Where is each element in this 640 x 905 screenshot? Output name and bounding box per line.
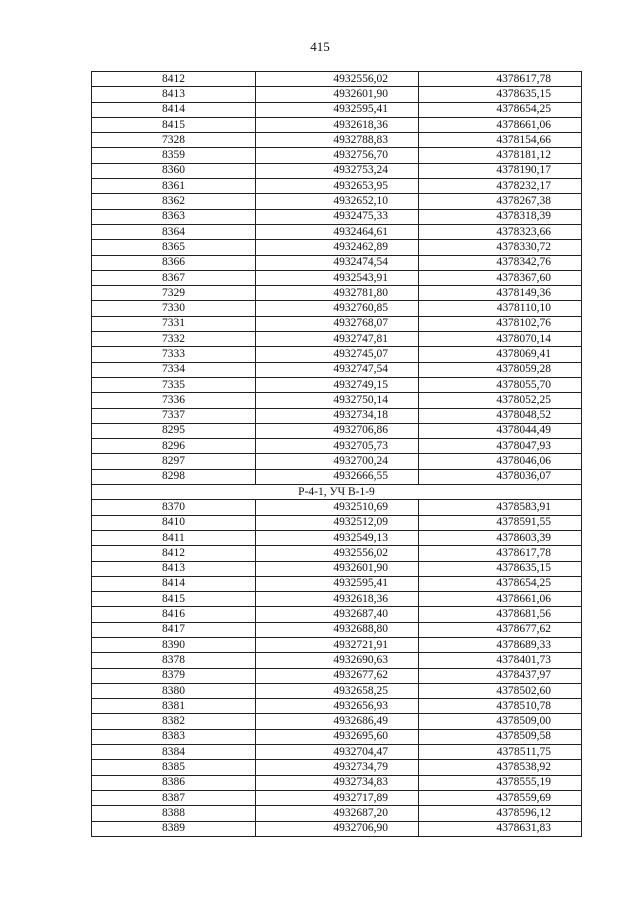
table-section — [92, 485, 582, 500]
y-coordinate-cell: 4378596,12 — [419, 806, 582, 821]
x-coordinate-cell: 4932510,69 — [256, 500, 419, 515]
x-coordinate-cell: 4932556,02 — [256, 546, 419, 561]
point-number-cell: 7331 — [92, 316, 256, 331]
table-row — [92, 362, 582, 377]
y-coordinate-cell: 4378437,97 — [419, 668, 582, 683]
table-row — [92, 607, 582, 622]
point-number-cell: 8415 — [92, 117, 256, 132]
y-coordinate-cell: 4378069,41 — [419, 347, 582, 362]
y-coordinate-cell: 4378509,58 — [419, 729, 582, 744]
point-number-cell: 8414 — [92, 102, 256, 117]
table-row — [92, 194, 582, 209]
point-number-cell: 8295 — [92, 423, 256, 438]
x-coordinate-cell: 4932549,13 — [256, 530, 419, 545]
x-coordinate-cell: 4932704,47 — [256, 745, 419, 760]
y-coordinate-cell: 4378190,17 — [419, 163, 582, 178]
table-row — [92, 133, 582, 148]
point-number-cell: 8385 — [92, 760, 256, 775]
point-number-cell: 8378 — [92, 653, 256, 668]
x-coordinate-cell: 4932756,70 — [256, 148, 419, 163]
x-coordinate-cell: 4932690,63 — [256, 653, 419, 668]
point-number-cell: 8410 — [92, 515, 256, 530]
table-row — [92, 87, 582, 102]
y-coordinate-cell: 4378059,28 — [419, 362, 582, 377]
y-coordinate-cell: 4378603,39 — [419, 530, 582, 545]
table-row — [92, 301, 582, 316]
x-coordinate-cell: 4932747,54 — [256, 362, 419, 377]
y-coordinate-cell: 4378342,76 — [419, 255, 582, 270]
point-number-cell: 8412 — [92, 72, 256, 87]
table-row — [92, 683, 582, 698]
table-row — [92, 500, 582, 515]
x-coordinate-cell: 4932666,55 — [256, 469, 419, 484]
point-number-cell: 7330 — [92, 301, 256, 316]
point-number-cell: 8381 — [92, 699, 256, 714]
point-number-cell: 8412 — [92, 546, 256, 561]
table-row — [92, 530, 582, 545]
y-coordinate-cell: 4378617,78 — [419, 546, 582, 561]
point-number-cell: 8414 — [92, 576, 256, 591]
point-number-cell: 8413 — [92, 87, 256, 102]
table-row — [92, 270, 582, 285]
y-coordinate-cell: 4378559,69 — [419, 790, 582, 805]
point-number-cell: 8415 — [92, 592, 256, 607]
x-coordinate-cell: 4932618,36 — [256, 592, 419, 607]
x-coordinate-cell: 4932653,95 — [256, 179, 419, 194]
x-coordinate-cell: 4932618,36 — [256, 117, 419, 132]
page-number: 415 — [310, 39, 330, 54]
point-number-cell: 8390 — [92, 637, 256, 652]
point-number-cell: 8297 — [92, 454, 256, 469]
point-number-cell: 7333 — [92, 347, 256, 362]
point-number-cell: 8380 — [92, 683, 256, 698]
x-coordinate-cell: 4932788,83 — [256, 133, 419, 148]
x-coordinate-cell: 4932474,54 — [256, 255, 419, 270]
point-number-cell: 8384 — [92, 745, 256, 760]
y-coordinate-cell: 4378401,73 — [419, 653, 582, 668]
table-row — [92, 163, 582, 178]
y-coordinate-cell: 4378510,78 — [419, 699, 582, 714]
x-coordinate-cell: 4932462,89 — [256, 240, 419, 255]
y-coordinate-cell: 4378055,70 — [419, 377, 582, 392]
table-row — [92, 653, 582, 668]
point-number-cell: 7335 — [92, 377, 256, 392]
point-number-cell: 8416 — [92, 607, 256, 622]
x-coordinate-cell: 4932705,73 — [256, 439, 419, 454]
y-coordinate-cell: 4378102,76 — [419, 316, 582, 331]
x-coordinate-cell: 4932781,80 — [256, 286, 419, 301]
section-row — [92, 485, 582, 500]
x-coordinate-cell: 4932475,33 — [256, 209, 419, 224]
point-number-cell: 8389 — [92, 821, 256, 836]
point-number-cell: 8413 — [92, 561, 256, 576]
y-coordinate-cell: 4378617,78 — [419, 72, 582, 87]
table-row — [92, 255, 582, 270]
table-row — [92, 790, 582, 805]
point-number-cell: 8366 — [92, 255, 256, 270]
x-coordinate-cell: 4932734,18 — [256, 408, 419, 423]
point-number-cell: 8364 — [92, 224, 256, 239]
x-coordinate-cell: 4932658,25 — [256, 683, 419, 698]
table-row — [92, 576, 582, 591]
y-coordinate-cell: 4378583,91 — [419, 500, 582, 515]
x-coordinate-cell: 4932753,24 — [256, 163, 419, 178]
x-coordinate-cell: 4932601,90 — [256, 561, 419, 576]
table-body-bottom — [92, 500, 582, 837]
x-coordinate-cell: 4932656,93 — [256, 699, 419, 714]
x-coordinate-cell: 4932556,02 — [256, 72, 419, 87]
coordinates-table — [91, 71, 582, 837]
table-row — [92, 377, 582, 392]
x-coordinate-cell: 4932601,90 — [256, 87, 419, 102]
point-number-cell: 8379 — [92, 668, 256, 683]
y-coordinate-cell: 4378048,52 — [419, 408, 582, 423]
x-coordinate-cell: 4932768,07 — [256, 316, 419, 331]
y-coordinate-cell: 4378689,33 — [419, 637, 582, 652]
y-coordinate-cell: 4378661,06 — [419, 592, 582, 607]
y-coordinate-cell: 4378635,15 — [419, 87, 582, 102]
table-row — [92, 714, 582, 729]
table-row — [92, 117, 582, 132]
x-coordinate-cell: 4932543,91 — [256, 270, 419, 285]
x-coordinate-cell: 4932464,61 — [256, 224, 419, 239]
point-number-cell: 8387 — [92, 790, 256, 805]
table-row — [92, 179, 582, 194]
x-coordinate-cell: 4932750,14 — [256, 393, 419, 408]
point-number-cell: 7337 — [92, 408, 256, 423]
table-row — [92, 806, 582, 821]
y-coordinate-cell: 4378330,72 — [419, 240, 582, 255]
table-row — [92, 316, 582, 331]
table-row — [92, 347, 582, 362]
x-coordinate-cell: 4932747,81 — [256, 332, 419, 347]
x-coordinate-cell: 4932721,91 — [256, 637, 419, 652]
point-number-cell: 7334 — [92, 362, 256, 377]
point-number-cell: 8365 — [92, 240, 256, 255]
x-coordinate-cell: 4932512,09 — [256, 515, 419, 530]
table-row — [92, 637, 582, 652]
point-number-cell: 8362 — [92, 194, 256, 209]
x-coordinate-cell: 4932652,10 — [256, 194, 419, 209]
x-coordinate-cell: 4932700,24 — [256, 454, 419, 469]
point-number-cell: 8367 — [92, 270, 256, 285]
y-coordinate-cell: 4378511,75 — [419, 745, 582, 760]
table-row — [92, 148, 582, 163]
point-number-cell: 8411 — [92, 530, 256, 545]
table-row — [92, 469, 582, 484]
table-row — [92, 546, 582, 561]
table-row — [92, 224, 582, 239]
y-coordinate-cell: 4378654,25 — [419, 576, 582, 591]
y-coordinate-cell: 4378555,19 — [419, 775, 582, 790]
y-coordinate-cell: 4378661,06 — [419, 117, 582, 132]
y-coordinate-cell: 4378181,12 — [419, 148, 582, 163]
table-row — [92, 515, 582, 530]
x-coordinate-cell: 4932687,40 — [256, 607, 419, 622]
point-number-cell: 8298 — [92, 469, 256, 484]
x-coordinate-cell: 4932706,90 — [256, 821, 419, 836]
point-number-cell: 7336 — [92, 393, 256, 408]
x-coordinate-cell: 4932595,41 — [256, 576, 419, 591]
point-number-cell: 8383 — [92, 729, 256, 744]
point-number-cell: 7332 — [92, 332, 256, 347]
point-number-cell: 7328 — [92, 133, 256, 148]
y-coordinate-cell: 4378367,60 — [419, 270, 582, 285]
point-number-cell: 8386 — [92, 775, 256, 790]
y-coordinate-cell: 4378635,15 — [419, 561, 582, 576]
table-body-top — [92, 72, 582, 485]
y-coordinate-cell: 4378154,66 — [419, 133, 582, 148]
point-number-cell: 8361 — [92, 179, 256, 194]
y-coordinate-cell: 4378631,83 — [419, 821, 582, 836]
point-number-cell: 8363 — [92, 209, 256, 224]
y-coordinate-cell: 4378654,25 — [419, 102, 582, 117]
x-coordinate-cell: 4932749,15 — [256, 377, 419, 392]
y-coordinate-cell: 4378538,92 — [419, 760, 582, 775]
y-coordinate-cell: 4378044,49 — [419, 423, 582, 438]
x-coordinate-cell: 4932745,07 — [256, 347, 419, 362]
table-row — [92, 622, 582, 637]
table-row — [92, 393, 582, 408]
point-number-cell: 8382 — [92, 714, 256, 729]
x-coordinate-cell: 4932687,20 — [256, 806, 419, 821]
y-coordinate-cell: 4378036,07 — [419, 469, 582, 484]
point-number-cell: 8370 — [92, 500, 256, 515]
y-coordinate-cell: 4378267,38 — [419, 194, 582, 209]
y-coordinate-cell: 4378110,10 — [419, 301, 582, 316]
table-row — [92, 668, 582, 683]
x-coordinate-cell: 4932595,41 — [256, 102, 419, 117]
table-row — [92, 729, 582, 744]
y-coordinate-cell: 4378502,60 — [419, 683, 582, 698]
table-row — [92, 102, 582, 117]
x-coordinate-cell: 4932734,79 — [256, 760, 419, 775]
y-coordinate-cell: 4378323,66 — [419, 224, 582, 239]
table-row — [92, 699, 582, 714]
y-coordinate-cell: 4378047,93 — [419, 439, 582, 454]
table-row — [92, 592, 582, 607]
table-row — [92, 745, 582, 760]
x-coordinate-cell: 4932688,80 — [256, 622, 419, 637]
table-row — [92, 423, 582, 438]
y-coordinate-cell: 4378677,62 — [419, 622, 582, 637]
y-coordinate-cell: 4378681,56 — [419, 607, 582, 622]
y-coordinate-cell: 4378046,06 — [419, 454, 582, 469]
point-number-cell: 8359 — [92, 148, 256, 163]
y-coordinate-cell: 4378591,55 — [419, 515, 582, 530]
y-coordinate-cell: 4378509,00 — [419, 714, 582, 729]
y-coordinate-cell: 4378149,36 — [419, 286, 582, 301]
table-row — [92, 760, 582, 775]
point-number-cell: 8360 — [92, 163, 256, 178]
table-row — [92, 439, 582, 454]
x-coordinate-cell: 4932760,85 — [256, 301, 419, 316]
table-row — [92, 209, 582, 224]
table-row — [92, 408, 582, 423]
table-row — [92, 775, 582, 790]
table-row — [92, 332, 582, 347]
point-number-cell: 8388 — [92, 806, 256, 821]
point-number-cell: 7329 — [92, 286, 256, 301]
y-coordinate-cell: 4378318,39 — [419, 209, 582, 224]
x-coordinate-cell: 4932677,62 — [256, 668, 419, 683]
x-coordinate-cell: 4932686,49 — [256, 714, 419, 729]
x-coordinate-cell: 4932695,60 — [256, 729, 419, 744]
x-coordinate-cell: 4932734,83 — [256, 775, 419, 790]
y-coordinate-cell: 4378070,14 — [419, 332, 582, 347]
x-coordinate-cell: 4932717,89 — [256, 790, 419, 805]
table-row — [92, 72, 582, 87]
table-row — [92, 286, 582, 301]
x-coordinate-cell: 4932706,86 — [256, 423, 419, 438]
point-number-cell: 8296 — [92, 439, 256, 454]
table-row — [92, 821, 582, 836]
y-coordinate-cell: 4378232,17 — [419, 179, 582, 194]
section-heading: Р-4-1, УЧ В-1-9 — [92, 485, 582, 500]
y-coordinate-cell: 4378052,25 — [419, 393, 582, 408]
table-row — [92, 454, 582, 469]
point-number-cell: 8417 — [92, 622, 256, 637]
table-row — [92, 561, 582, 576]
table-row — [92, 240, 582, 255]
